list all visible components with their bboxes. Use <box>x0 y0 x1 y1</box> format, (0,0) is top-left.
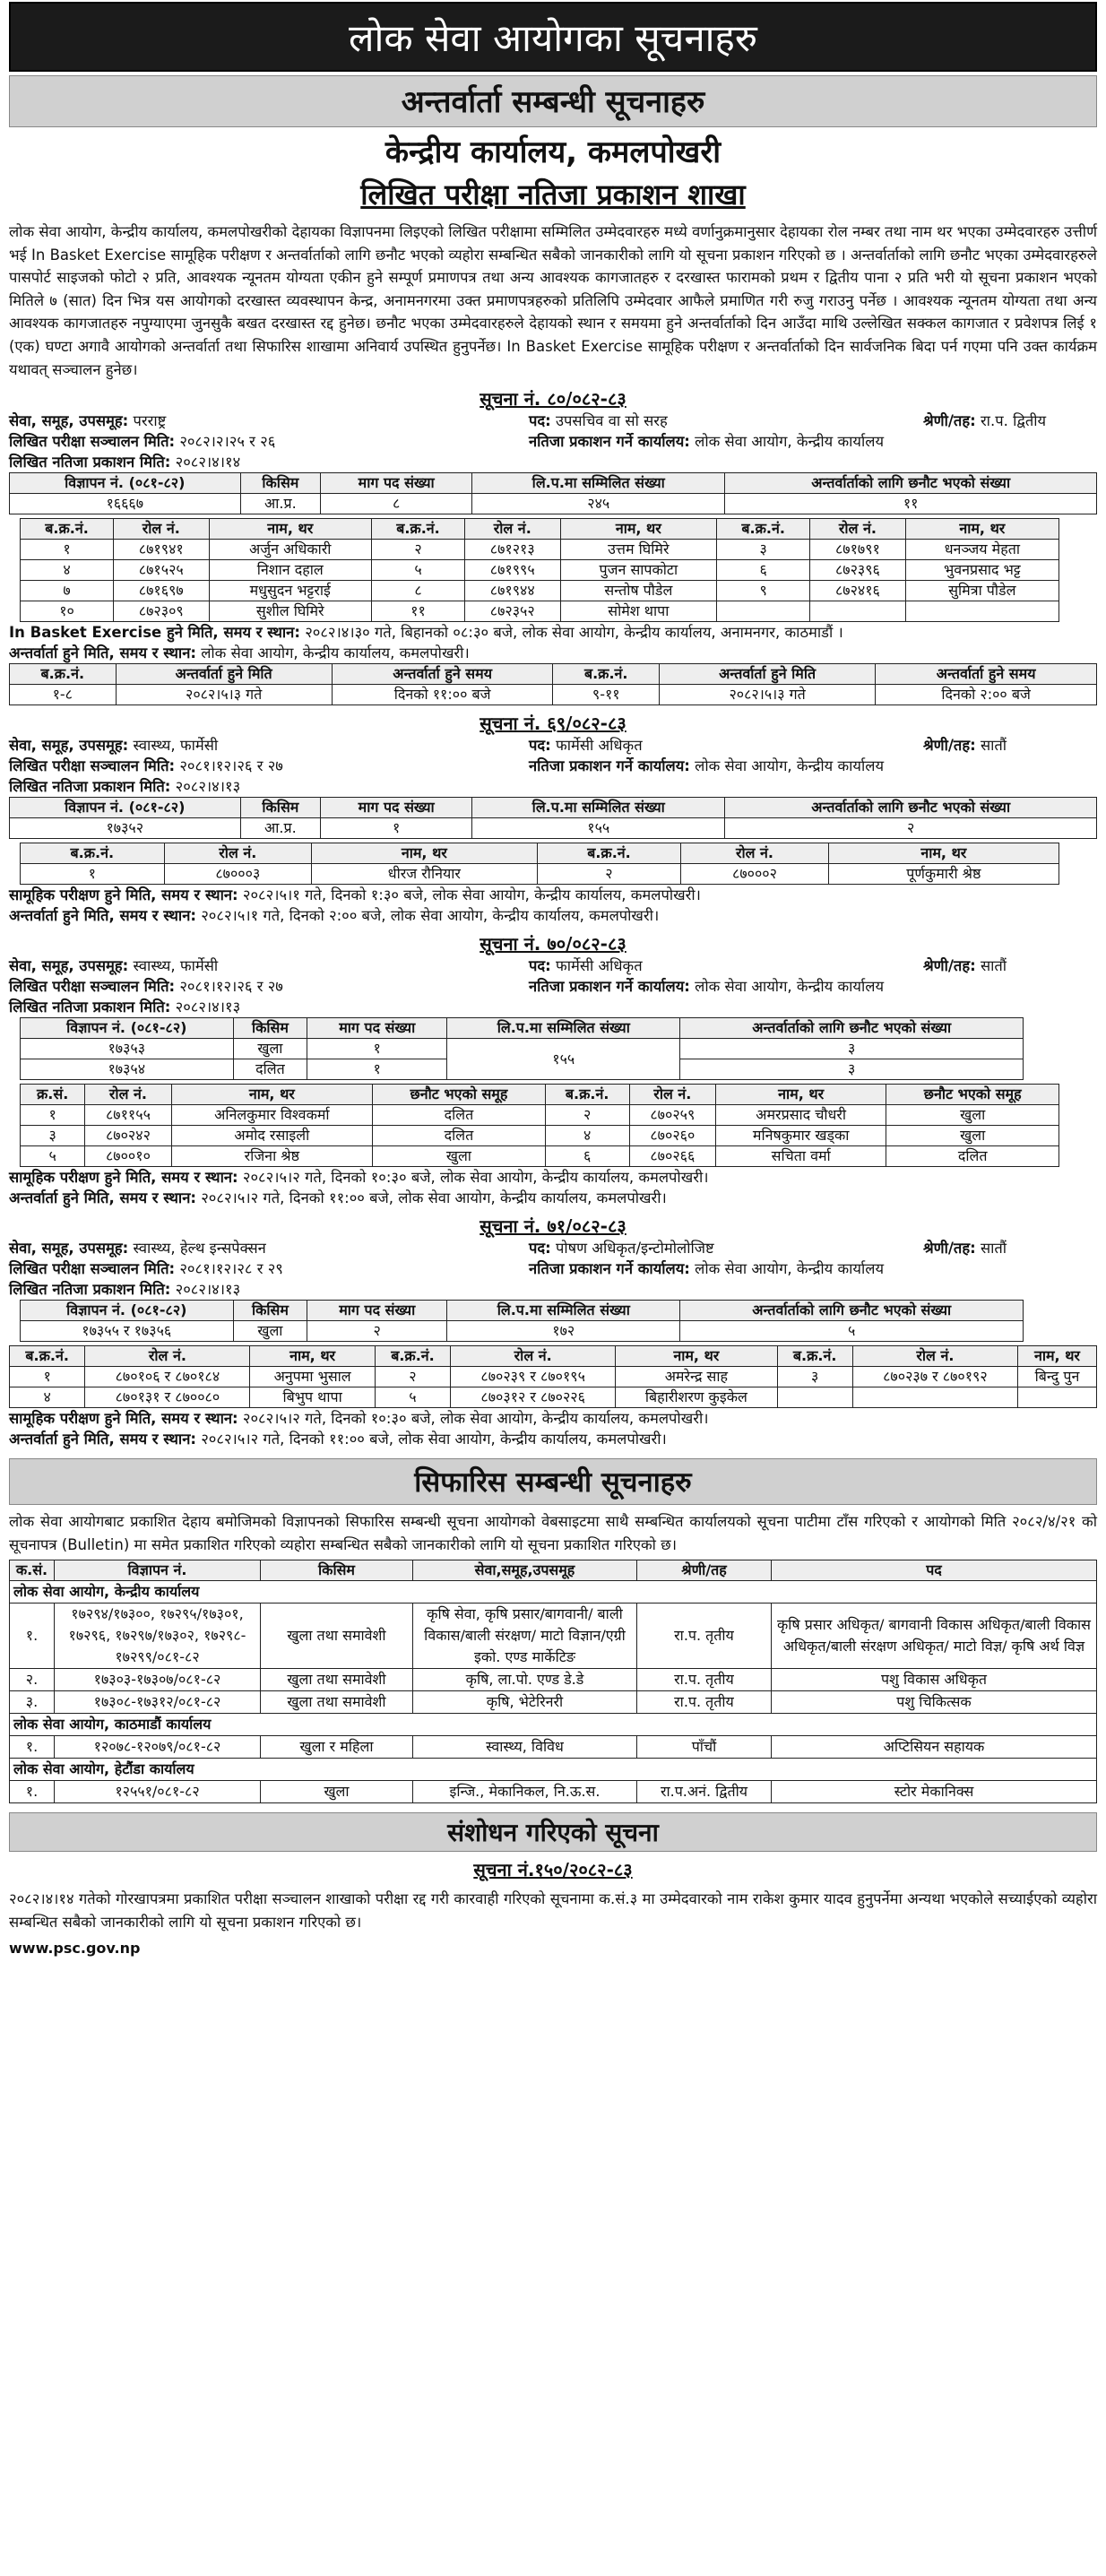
table-row <box>10 1367 1097 1387</box>
table-cell: सन्तोष पौडेल <box>560 581 717 601</box>
notice-69-title: सूचना नं. ६९/०८२-८३ <box>480 713 626 735</box>
table-cell: दलित <box>373 1105 546 1126</box>
table-cell: १ <box>21 864 165 885</box>
notice-70-title: सूचना नं. ७०/०८२-८३ <box>480 933 626 955</box>
recommendation-intro: लोक सेवा आयोगबाट प्रकाशित देहाय बमोजिमको विज्ञापनको सिफारिस सम्बन्धी सूचना आयोगको वेबसाइटमा साथै सम्बन्धित कार्यालयको सूचना पाटीमा टाँस गरिएको र आयोगको मिति २०८२/४/२१ को सूचनापत्र (Bulletin) मा समेत प्रकाशित गरिएको व्यहोरा सम्बन्धित सबैको जानकारीको लागि यो सूचना प्रकाशित गरिएको छ। <box>9 1513 1097 1553</box>
table-cell: ९-११ <box>553 685 660 705</box>
notice-69-candidates-table: ब.क्र.नं. रोल नं. नाम, थर ब.क्र.नं. रोल नं. नाम, थर १ ८७०००३ धीरज रौनियार २ ८७०००२ पूर्णकुमारी श्रेष्ठ <box>20 843 1059 885</box>
table-cell: अमरेन्द्र साह <box>616 1367 777 1387</box>
table-cell: ८७१५२५ <box>114 560 210 581</box>
notice-69-meta-2: लिखित परीक्षा सञ्चालन मिति: २०८१।१२।२६ र २७ नतिजा प्रकाशन गर्ने कार्यालय: लोक सेवा आयोग, केन्द्रीय कार्यालय <box>9 756 885 774</box>
notice-70-result-date: लिखित नतिजा प्रकाशन मिति: २०८२।४।१३ <box>9 998 241 1016</box>
notice-70-adv-table: विज्ञापन नं. (०८१-८२) किसिम माग पद संख्या लि.प.मा सम्मिलित संख्या अन्तर्वार्ताको लागि छनौट भएको संख्या १७३५३ खुला १ १५५ ३ १७३५४ दलित १ ३ <box>20 1017 1024 1080</box>
notice-71-group-test: सामूहिक परीक्षण हुने मिति, समय र स्थान: २०८२।५।२ गते, दिनको १०:३० बजे, लोक सेवा आयोग, केन्द्रीय कार्यालय, कमलपोखरी। <box>9 1410 709 1428</box>
table-cell: ८७१९९५ <box>465 560 561 581</box>
interview-section-banner: अन्तर्वार्ता सम्बन्धी सूचनाहरु <box>9 75 1097 127</box>
table-row <box>21 540 1059 560</box>
table-cell: दिनको २:०० बजे <box>876 685 1097 705</box>
table-cell: ३ <box>21 1126 85 1146</box>
notice-71-adv-table: विज्ञापन नं. (०८१-८२) किसिम माग पद संख्या लि.प.मा सम्मिलित संख्या अन्तर्वार्ताको लागि छनौट भएको संख्या १७३५५ र १७३५६ खुला २ १७२ ५ <box>20 1300 1024 1342</box>
table-cell: ४ <box>21 560 114 581</box>
table-cell: ८७०३१२ र ८७०२२६ <box>451 1387 616 1408</box>
table-cell: ६ <box>545 1146 629 1167</box>
notice-80-meta-1: सेवा, समूह, उपसमूह: परराष्ट्र पद: उपसचिव वा सो सरह श्रेणी/तह: रा.प. द्वितीय <box>9 412 1047 430</box>
table-row <box>21 864 1059 885</box>
table-cell: २ <box>371 540 464 560</box>
notice-80-result-date: लिखित नतिजा प्रकाशन मिति: २०८२।४।१४ <box>9 454 241 471</box>
table-cell: ८७०२५९ <box>629 1105 715 1126</box>
notice-69-interview: अन्तर्वार्ता हुने मिति, समय र स्थान: २०८२।५।१ गते, दिनको २:०० बजे, लोक सेवा आयोग, केन्द्रीय कार्यालय, कमलपोखरी। <box>9 907 660 925</box>
table-cell: खुला <box>886 1126 1059 1146</box>
notice-70-candidates-table: क्र.सं. रोल नं. नाम, थर छनौट भएको समूह ब.क्र.नं. रोल नं. नाम, थर छनौट भएको समूह १ ८७११५५ अनिलकुमार विश्वकर्मा दलित २ ८७०२५९ अमरप्रसाद चौधरी खुला ३ ८७०२४२ अमोद रसाइली दलित ४ ८७०२६० मनिषकुमार खड्का खुला ५ ८७००१० रजिना श्रेष्ठ खुला ६ ८७०२६६ सचिता वर्मा दलित <box>20 1084 1059 1167</box>
table-row <box>21 560 1059 581</box>
intro-paragraph: लोक सेवा आयोग, केन्द्रीय कार्यालय, कमलपोखरीको देहायका विज्ञापनमा लिइएको लिखित परीक्षामा सम्मिलित उम्मेदवारहरु मध्ये वर्णानुक्रमानुसार देहायका रोल नम्बर तथा नाम थर भएका उम्मेदवारहरु उत्तीर्ण भई In Basket Exercise सामूहिक परीक्षण र अन्तर्वार्ताको लागि छनौट भएको व्यहोरा सम्बन्धित सबैको जानकारीको लागि यो सूचना प्रकाशन गरिएको छ । अन्तर्वार्ताको लागि छनौट भएका उम्मेदवारहरुले पासपोर्ट साइजको फोटो २ प्रति, आवश्यक न्यूनतम योग्यता एकीन हुने सम्पूर्ण प्रमाणपत्र तथा अन्य आवश्यक कागजातहरु र दरखास्त फारामको प्रथम र द्वितीय पाना २ प्रति भरी यो सूचना प्रकाशन भएको मितिले ७ (सात) दिन भित्र यस आयोगको दरखास्त व्यवस्थापन केन्द्र, अनामनगरमा उक्त प्रमाणपत्रहरुको प्रतिलिपि उम्मेदवार आफैले प्रमाणित गरी रुजु गराउनु पर्नेछ । आवश्यक न्यूनतम योग्यता तथा अन्य आवश्यक कागजातहरु नपुग्याएमा जुनसुकै बखत दरखास्त रद्द हुनेछ। छनौट भएका उम्मेदवारहरुले देहायको स्थान र समयमा हुने अन्तर्वार्ताको दिन आउँदा माथि उल्लेखित सक्कल कागजात र प्रवेशपत्र लिई १ (एक) घण्टा अगावै आयोगको अन्तर्वार्ता तथा सिफारिस शाखामा अनिवार्य उपस्थित हुनुपर्नेछ। In Basket Exercise सामूहिक परीक्षण र अन्तर्वार्ताको दिन सार्वजनिक बिदा पर्न गएमा पनि उक्त कार्यक्रम यथावत् सञ्चालन हुनेछ। <box>9 223 1097 378</box>
notice-70-meta-2: लिखित परीक्षा सञ्चालन मिति: २०८१।१२।२६ र २७ नतिजा प्रकाशन गर्ने कार्यालय: लोक सेवा आयोग, केन्द्रीय कार्यालय <box>9 977 885 995</box>
table-cell: ८७०२६६ <box>629 1146 715 1167</box>
group-hetauda-office: लोक सेवा आयोग, हेटौंडा कार्यालय <box>10 1759 1097 1781</box>
notice-80-schedule-table: ब.क्र.नं. अन्तर्वार्ता हुने मिति अन्तर्वार्ता हुने समय ब.क्र.नं. अन्तर्वार्ता हुने मिति अन्तर्वार्ता हुने समय १-८ २०८२।५।३ गते दिनको ११:०० बजे ९-११ २०८२।५।३ गते दिनको २:०० बजे <box>9 663 1097 705</box>
notice-71-interview: अन्तर्वार्ता हुने मिति, समय र स्थान: २०८२।५।२ गते, दिनको ११:०० बजे, लोक सेवा आयोग, केन्द्रीय कार्यालय, कमलपोखरी। <box>9 1431 667 1448</box>
table-cell: ४ <box>10 1387 85 1408</box>
table-cell: अनिलकुमार विश्वकर्मा <box>171 1105 373 1126</box>
table-row: २. १७३०३-१७३०७/०८१-८२ खुला तथा समावेशी कृषि, ला.पो. एण्ड डे.डे रा.प. तृतीय पशु विकास अधिकृत <box>10 1669 1097 1691</box>
table-cell: सोमेश थापा <box>560 601 717 622</box>
table-cell: ८७०२३९ र ८७०१९५ <box>451 1367 616 1387</box>
table-cell: ८७१९४४ <box>465 581 561 601</box>
table-cell: बिभुप थापा <box>250 1387 375 1408</box>
table-cell: ८७१६९७ <box>114 581 210 601</box>
table-cell: दिनको ११:०० बजे <box>332 685 553 705</box>
table-cell: ८७२३५२ <box>465 601 561 622</box>
notice-70-interview: अन्तर्वार्ता हुने मिति, समय र स्थान: २०८२।५।२ गते, दिनको ११:०० बजे, लोक सेवा आयोग, केन्द्रीय कार्यालय, कमलपोखरी। <box>9 1189 667 1207</box>
table-cell: मधुसुदन भट्टराई <box>209 581 371 601</box>
table-cell: पुजन सापकोटा <box>560 560 717 581</box>
table-cell: ८७१२१३ <box>465 540 561 560</box>
table-row: १. १७२९४/१७३००, १७२९५/१७३०१, १७२९६, १७२९७/१७३०२, १७२९८- १७२९९/०८१-८२ खुला तथा समावेशी कृषि सेवा, कृषि प्रसार/बागवानी/ बाली विकास/बाली संरक्षण/ माटो विज्ञान/एग्री इको. एण्ड मार्केटिङ रा.प. तृतीय कृषि प्रसार अधिकृत/ बागवानी विकास अधिकृत/बाली विकास अधिकृत/बाली संरक्षण अधिकृत/ माटो विज्ञ/ कृषि अर्थ विज्ञ <box>10 1604 1097 1669</box>
table-cell: अमरप्रसाद चौधरी <box>715 1105 886 1126</box>
table-cell: दलित <box>373 1126 546 1146</box>
table-cell: १० <box>21 601 114 622</box>
table-cell: ८७०१०६ र ८७०१८४ <box>85 1367 250 1387</box>
main-title-banner: लोक सेवा आयोगका सूचनाहरु <box>9 2 1097 72</box>
table-cell: ८ <box>371 581 464 601</box>
notice-80-meta-2: लिखित परीक्षा सञ्चालन मिति: २०८२।२।२५ र २६ नतिजा प्रकाशन गर्ने कार्यालय: लोक सेवा आयोग, केन्द्रीय कार्यालय <box>9 432 885 450</box>
table-cell: ८७०००२ <box>681 864 828 885</box>
table-cell: ८७२३९६ <box>810 560 906 581</box>
table-cell: ७ <box>21 581 114 601</box>
recommendation-section-banner: सिफारिस सम्बन्धी सूचनाहरु <box>9 1458 1097 1505</box>
table-cell: २ <box>537 864 681 885</box>
table-cell: १ <box>21 1105 85 1126</box>
group-central-office: लोक सेवा आयोग, केन्द्रीय कार्यालय <box>10 1581 1097 1604</box>
notice-80-interview: अन्तर्वार्ता हुने मिति, समय र स्थान: लोक सेवा आयोग, केन्द्रीय कार्यालय, कमलपोखरी। <box>9 644 470 662</box>
table-cell: अमोद रसाइली <box>171 1126 373 1146</box>
table-cell: ८७०२३७ र ८७०१९२ <box>852 1367 1017 1387</box>
table-cell: ८७१७९१ <box>810 540 906 560</box>
table-cell: २०८२।५।३ गते <box>116 685 332 705</box>
table-row: १. १२५५१/०८१-८२ खुला इन्जि., मेकानिकल, नि.ऊ.स. रा.प.अनं. द्वितीय स्टोर मेकानिक्स <box>10 1781 1097 1803</box>
table-cell: ८७०००३ <box>164 864 311 885</box>
table-cell: ८७१९४१ <box>114 540 210 560</box>
notice-69-adv-table: विज्ञापन नं. (०८१-८२) किसिम माग पद संख्या लि.प.मा सम्मिलित संख्या अन्तर्वार्ताको लागि छनौट भएको संख्या १७३५२ आ.प्र. १ १५५ २ <box>9 797 1097 839</box>
notice-80-candidates-table: ब.क्र.नं. रोल नं. नाम, थर ब.क्र.नं. रोल नं. नाम, थर ब.क्र.नं. रोल नं. नाम, थर १ ८७१९४१ अर्जुन अधिकारी २ ८७१२१३ उत्तम घिमिरे ३ ८७१७९१ धनञ्जय मेहता ४ ८७१५२५ निशान दहाल ५ ८७१९९५ पुजन सापकोटा ६ ८७२३९६ भुवनप्रसाद भट्ट ७ ८७१६९७ मधुसुदन भट्टराई ८ ८७१९४४ सन्तोष पौडेल ९ ८७२४१६ सुमित्रा पौडेल १० ८७२३०९ सुशील घिमिरे ११ ८७२३५२ सोमेश थापा <box>20 518 1059 622</box>
table-row <box>10 685 1097 705</box>
table-row: १. १२०७८-१२०७९/०८१-८२ खुला र महिला स्वास्थ्य, विविध पाँचौं अप्टिसियन सहायक <box>10 1736 1097 1759</box>
table-cell: सुमित्रा पौडेल <box>905 581 1058 601</box>
table-cell: ८७११५५ <box>85 1105 171 1126</box>
table-cell: ५ <box>375 1387 450 1408</box>
table-cell: ८७०२४२ <box>85 1126 171 1146</box>
table-cell: ६ <box>717 560 810 581</box>
notice-71-meta-2: लिखित परीक्षा सञ्चालन मिति: २०८१।१२।२८ र २९ नतिजा प्रकाशन गर्ने कार्यालय: लोक सेवा आयोग, केन्द्रीय कार्यालय <box>9 1259 885 1277</box>
notice-71-result-date: लिखित नतिजा प्रकाशन मिति: २०८२।४।१३ <box>9 1281 241 1299</box>
notice-80-basket: In Basket Exercise हुने मिति, समय र स्थान: २०८२।४।३० गते, बिहानको ०८:३० बजे, लोक सेवा आयोग, केन्द्रीय कार्यालय, अनामनगर, काठमाडौं । <box>9 624 843 642</box>
table-cell: ९ <box>717 581 810 601</box>
table-cell <box>810 601 906 622</box>
table-cell <box>905 601 1058 622</box>
table-cell: १-८ <box>10 685 117 705</box>
table-cell: मनिषकुमार खड्का <box>715 1126 886 1146</box>
notice-69-meta-1: सेवा, समूह, उपसमूह: स्वास्थ्य, फार्मेसी पद: फार्मेसी अधिकृत श्रेणी/तह: सातौं <box>9 737 1007 755</box>
table-cell: दलित <box>886 1146 1059 1167</box>
table-cell: खुला <box>373 1146 546 1167</box>
table-cell: ८७२३०९ <box>114 601 210 622</box>
table-cell: २ <box>375 1367 450 1387</box>
table-cell: पूर्णकुमारी श्रेष्ठ <box>828 864 1058 885</box>
table-cell: ३ <box>717 540 810 560</box>
table-row <box>21 1126 1059 1146</box>
table-cell: ५ <box>371 560 464 581</box>
notice-80-title: सूचना नं. ८०/०८२-८३ <box>480 388 626 411</box>
table-cell: सुशील घिमिरे <box>209 601 371 622</box>
table-cell: ८७००१० <box>85 1146 171 1167</box>
group-kathmandu-office: लोक सेवा आयोग, काठमाडौं कार्यालय <box>10 1714 1097 1736</box>
table-cell: ५ <box>21 1146 85 1167</box>
notice-71-candidates-table: ब.क्र.नं. रोल नं. नाम, थर ब.क्र.नं. रोल नं. नाम, थर ब.क्र.नं. रोल नं. नाम, थर १ ८७०१०६ र ८७०१८४ अनुपमा भुसाल २ ८७०२३९ र ८७०१९५ अमरेन्द्र साह ३ ८७०२३७ र ८७०१९२ बिन्दु पुन ४ ८७०१३१ र ८७००८० बिभुप थापा ५ ८७०३१२ र ८७०२२६ बिहारीशरण कुइकेल <box>9 1345 1097 1408</box>
table-row <box>21 1105 1059 1126</box>
table-cell: रजिना श्रेष्ठ <box>171 1146 373 1167</box>
table-cell <box>777 1387 852 1408</box>
table-cell: २०८२।५।३ गते <box>660 685 876 705</box>
branch-title: लिखित परीक्षा नतिजा प्रकाशन शाखा <box>360 177 746 212</box>
amendment-section-banner: संशोधन गरिएको सूचना <box>9 1812 1097 1852</box>
table-cell: निशान दहाल <box>209 560 371 581</box>
table-cell: ८७०२६० <box>629 1126 715 1146</box>
table-cell: ११ <box>371 601 464 622</box>
recommendation-table: क.सं. विज्ञापन नं. किसिम सेवा,समूह,उपसमूह श्रेणी/तह पद लोक सेवा आयोग, केन्द्रीय कार्यालय १. १७२९४/१७३००, १७२९५/१७३०१, १७२९६, १७२९७/१७३०२, १७२९८- १७२९९/०८१-८२ खुला तथा समावेशी कृषि सेवा, कृषि प्रसार/बागवानी/ बाली विकास/बाली संरक्षण/ माटो विज्ञान/एग्री इको. एण्ड मार्केटिङ रा.प. तृतीय कृषि प्रसार अधिकृत/ बागवानी विकास अधिकृत/बाली विकास अधिकृत/बाली संरक्षण अधिकृत/ माटो विज्ञ/ कृषि अर्थ विज्ञ २. १७३०३-१७३०७/०८१-८२ खुला तथा समावेशी कृषि, ला.पो. एण्ड डे.डे रा.प. तृतीय पशु विकास अधिकृत ३. १७३०८-१७३१२/०८१-८२ खुला तथा समावेशी कृषि, भेटेरिनरी रा.प. तृतीय पशु चिकित्सक लोक सेवा आयोग, काठमाडौं कार्यालय १. १२०७८-१२०७९/०८१-८२ खुला र महिला स्वास्थ्य, विविध पाँचौं अप्टिसियन सहायक लोक सेवा आयोग, हेटौंडा कार्यालय १. १२५५१/०८१-८२ खुला इन्जि., मेकानिकल, नि.ऊ.स. रा.प.अनं. द्वितीय स्टोर मेकानिक्स <box>9 1560 1097 1803</box>
table-cell: ८७२४१६ <box>810 581 906 601</box>
table-cell: ४ <box>545 1126 629 1146</box>
table-cell: उत्तम घिमिरे <box>560 540 717 560</box>
table-cell: अर्जुन अधिकारी <box>209 540 371 560</box>
table-cell: धनञ्जय मेहता <box>905 540 1058 560</box>
table-cell: ८७०१३१ र ८७००८० <box>85 1387 250 1408</box>
notice-70-meta-1: सेवा, समूह, उपसमूह: स्वास्थ्य, फार्मेसी पद: फार्मेसी अधिकृत श्रेणी/तह: सातौं <box>9 957 1007 975</box>
table-cell: १ <box>21 540 114 560</box>
table-cell: धीरज रौनियार <box>312 864 538 885</box>
table-cell: २ <box>545 1105 629 1126</box>
table-cell: सचिता वर्मा <box>715 1146 886 1167</box>
table-cell: बिन्दु पुन <box>1017 1367 1096 1387</box>
notice-69-result-date: लिखित नतिजा प्रकाशन मिति: २०८२।४।१३ <box>9 778 241 796</box>
table-cell <box>852 1387 1017 1408</box>
office-title: केन्द्रीय कार्यालय, कमलपोखरी <box>385 134 721 170</box>
table-cell: खुला <box>886 1105 1059 1126</box>
table-row <box>21 601 1059 622</box>
table-cell: १ <box>10 1367 85 1387</box>
table-cell <box>1017 1387 1096 1408</box>
amendment-text: २०८२।४।१४ गतेको गोरखापत्रमा प्रकाशित परीक्षा सञ्चालन शाखाको परीक्षा रद्द गरी कारवाही गरिएको सूचनामा क.सं.३ मा उम्मेदवारको नाम राकेश कुमार यादव हुनुपर्नेमा अन्यथा भएकोले सच्याईएको व्यहोरा सम्बन्धित सबैको जानकारीको लागि यो सूचना प्रकाशन गरिएको छ। <box>9 1890 1097 1931</box>
notice-80-adv-table: विज्ञापन नं. (०८१-८२) किसिम माग पद संख्या लि.प.मा सम्मिलित संख्या अन्तर्वार्ताको लागि छनौट भएको संख्या १६६६७ आ.प्र. ८ २४५ ११ <box>9 472 1097 514</box>
notice-71-title: सूचना नं. ७१/०८२-८३ <box>480 1215 626 1238</box>
notice-71-meta-1: सेवा, समूह, उपसमूह: स्वास्थ्य, हेल्थ इन्सपेक्सन पद: पोषण अधिकृत/इन्टोमोलोजिष्ट श्रेणी/तह: सातौं <box>9 1240 1007 1258</box>
website-url[interactable]: www.psc.gov.np <box>9 1939 141 1957</box>
table-row <box>10 1387 1097 1408</box>
table-cell: ३ <box>777 1367 852 1387</box>
notice-70-group-test: सामूहिक परीक्षण हुने मिति, समय र स्थान: २०८२।५।२ गते, दिनको १०:३० बजे, लोक सेवा आयोग, केन्द्रीय कार्यालय, कमलपोखरी। <box>9 1169 709 1187</box>
table-cell: बिहारीशरण कुइकेल <box>616 1387 777 1408</box>
table-cell: भुवनप्रसाद भट्ट <box>905 560 1058 581</box>
table-cell: अनुपमा भुसाल <box>250 1367 375 1387</box>
notice-69-group-test: सामूहिक परीक्षण हुने मिति, समय र स्थान: २०८२।५।१ गते, दिनको १:३० बजे, लोक सेवा आयोग, केन्द्रीय कार्यालय, कमलपोखरी। <box>9 886 701 904</box>
table-row: ३. १७३०८-१७३१२/०८१-८२ खुला तथा समावेशी कृषि, भेटेरिनरी रा.प. तृतीय पशु चिकित्सक <box>10 1691 1097 1714</box>
table-cell <box>717 601 810 622</box>
table-row <box>21 581 1059 601</box>
amendment-notice-number: सूचना नं.१५०/२०८२-८३ <box>473 1859 633 1881</box>
table-row <box>21 1146 1059 1167</box>
